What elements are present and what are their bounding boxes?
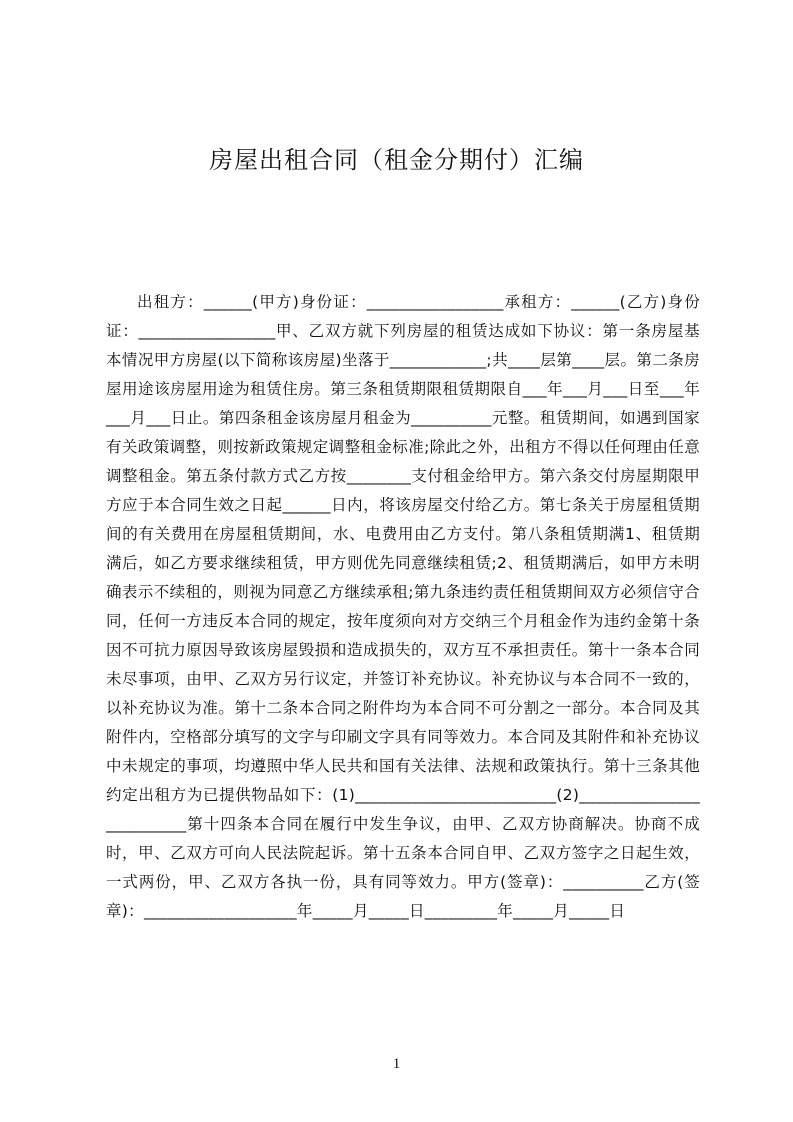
page-number: 1	[392, 1056, 401, 1072]
contract-body-paragraph: 出租方：______(甲方)身份证：_________________承租方：______(乙方)身份证：_________________甲、乙双方就下列房屋的租赁达成如下协议：第一条房屋基本情况甲方房屋(以下简称该房屋)坐落于____________;共____层第____层。第二条房屋用途该房屋用途为租赁住房。第三条租赁期限租赁期限自___年___月___日至___年___月___日止。第四条租金该房屋月租金为__________元整。租赁期间，如遇到国家有关政策调整，则按新政策规定调整租金标准;除此之外，出租方不得以任何理由任意调整租金。第五条付款方式乙方按________支付租金给甲方。第六条交付房屋期限甲方应于本合同生效之日起______日内，将该房屋交付给乙方。第七条关于房屋租赁期间的有关费用在房屋租赁期间，水、电费用由乙方支付。第八条租赁期满1、租赁期满后，如乙方要求继续租赁，甲方则优先同意继续租赁;2、租赁期满后，如甲方未明确表示不续租的，则视为同意乙方继续承租;第九条违约责任租赁期间双方必须信守合同，任何一方违反本合同的规定，按年度须向对方交纳三个月租金作为违约金第十条因不可抗力原因导致该房屋毁损和造成损失的，双方互不承担责任。第十一条本合同未尽事项，由甲、乙双方另行议定，并签订补充协议。补充协议与本合同不一致的，以补充协议为准。第十二条本合同之附件均为本合同不可分割之一部分。本合同及其附件内，空格部分填写的文字与印刷文字具有同等效力。本合同及其附件和补充协议中未规定的事项，均遵照中华人民共和国有关法律、法规和政策执行。第十三条其他约定出租方为已提供物品如下：(1)_________________________(2)_________________________第十四条本合同在履行中发生争议，由甲、乙双方协商解决。协商不成时，甲、乙双方可向人民法院起诉。第十五条本合同自甲、乙双方签字之日起生效，一式两份，甲、乙双方各执一份，具有同等效力。甲方(签章)：__________乙方(签章)：___________________年_____月_____日_________年_____月_____日	[106, 293, 700, 920]
document-title: 房屋出租合同（租金分期付）汇编	[209, 146, 584, 174]
